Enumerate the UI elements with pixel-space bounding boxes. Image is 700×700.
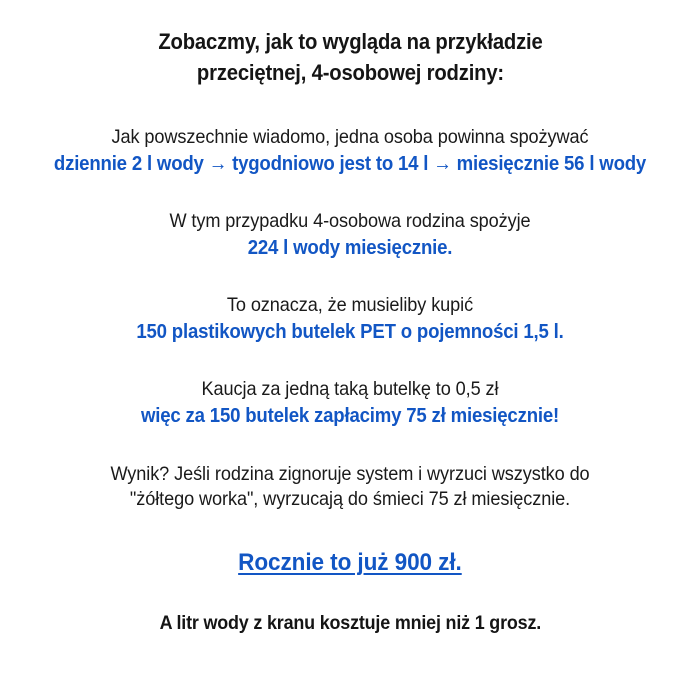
paragraph-result [0, 462, 700, 513]
highlight-text: Rocznie to już 900 zł. [238, 549, 462, 577]
paragraph-5-plain-line-2: "żółtego worka", wyrzucają do śmieci 75 zł miesięcznie. [129, 488, 571, 511]
paragraph-2-emphasis: 224 l wody miesięcznie. [247, 236, 453, 259]
paragraph-daily-consumption [0, 125, 700, 177]
page-title [137, 26, 564, 88]
paragraph-3-emphasis: 150 plastikowych butelek PET o pojemności 1,5 l. [136, 321, 564, 344]
paragraph-family-consumption [0, 209, 700, 261]
paragraph-5-plain-line-1: Wynik? Jeśli rodzina zignoruje system i wyrzuci wszystko do [110, 462, 590, 485]
page-title-line-2: przeciętnej, 4-osobowej rodziny: [196, 60, 504, 86]
paragraph-1-plain: Jak powszechnie wiadomo, jedna osoba powinna spożywać [111, 126, 589, 149]
footer-tap-water-cost [143, 611, 558, 637]
paragraph-deposit-cost [0, 377, 700, 429]
paragraph-1-emphasis: dziennie 2 l wody → tygodniowo jest to 14 l → miesięcznie 56 l wody [53, 152, 647, 175]
paragraph-bottles-needed [0, 293, 700, 345]
paragraph-4-plain: Kaucja za jedną taką butelkę to 0,5 zł [201, 378, 499, 401]
paragraph-2-plain: W tym przypadku 4-osobowa rodzina spożyje [169, 210, 531, 233]
paragraph-3-plain: To oznacza, że musieliby kupić [226, 294, 474, 317]
footer-text: A litr wody z kranu kosztuje mniej niż 1 grosz. [159, 611, 541, 634]
page-title-line-1: Zobaczmy, jak to wygląda na przykładzie [157, 29, 543, 54]
paragraph-4-emphasis: więc za 150 butelek zapłacimy 75 zł miesięcznie! [140, 405, 560, 428]
highlight-yearly-cost [231, 547, 469, 579]
